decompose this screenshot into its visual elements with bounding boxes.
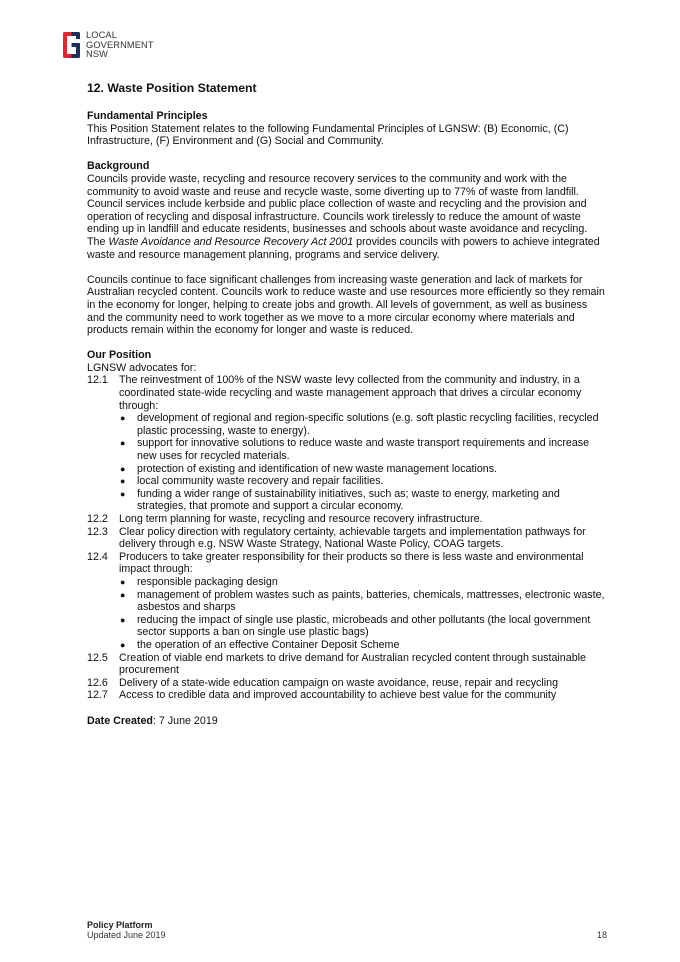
position-item-text: Delivery of a state-wide education campaign on waste avoidance, reuse, repair and recycling <box>119 676 559 689</box>
position-heading: Our Position <box>87 349 152 362</box>
position-item-text: Long term planning for waste, recycling and resource recovery infrastructure. <box>119 513 483 525</box>
bullet-text: local community waste recovery and repair facilities. <box>137 475 384 488</box>
fundamental-text: This Position Statement relates to the following Fundamental Principles of LGNSW: (B) Economic, (C) Infrastructure, (F) Environment and (G) Social and Community. <box>87 122 569 148</box>
date-value: : 7 June 2019 <box>152 714 218 727</box>
bullet-text: funding a wider range of sustainability initiatives, such as; waste to energy, marketing and strategies, that promote and support a circular economy. <box>137 487 560 513</box>
bullet-item <box>119 463 607 476</box>
background-heading: Background <box>87 160 150 173</box>
page-title: 12. Waste Position Statement <box>87 81 257 95</box>
position-item-text: Creation of viable end markets to drive demand for Australian recycled content through sustainable procurement <box>119 651 586 677</box>
position-item-number: 12.4 <box>87 550 108 563</box>
page-number: 18 <box>596 930 607 940</box>
bullet-icon: ● <box>120 413 126 424</box>
bullet-item <box>119 576 607 589</box>
position-item <box>87 513 607 526</box>
position-item-text: The reinvestment of 100% of the NSW waste levy collected from the community and industry, in a coordinated state-wide recycling and waste management approach that drives a circular economy through: <box>119 374 582 412</box>
date-label: Date Created <box>87 714 153 727</box>
position-item <box>87 677 607 690</box>
position-item <box>87 652 607 677</box>
position-item-number: 12.1 <box>87 374 108 387</box>
position-item-number: 12.5 <box>87 651 108 664</box>
position-item-number: 12.6 <box>87 676 108 689</box>
position-item-text: Access to credible data and improved accountability to achieve best value for the community <box>119 689 557 702</box>
position-item-number: 12.3 <box>87 525 108 538</box>
bullet-item <box>119 437 607 462</box>
logo-wordmark <box>86 31 154 60</box>
bullet-icon: ● <box>120 614 126 625</box>
bullet-text: development of regional and region-specific solutions (e.g. soft plastic recycling facilities, recycled plastic processing, waste to energy). <box>137 412 599 437</box>
bullet-text: the operation of an effective Container Deposit Scheme <box>137 638 400 651</box>
lgnsw-logo <box>62 31 154 60</box>
date-created <box>87 715 607 728</box>
position-item <box>87 689 607 702</box>
bullet-item <box>119 488 607 513</box>
position-item-text: Producers to take greater responsibility for their products so there is less waste and environmental impact through: <box>119 550 584 576</box>
position-item <box>87 374 607 513</box>
bullet-icon: ● <box>120 476 126 487</box>
position-item-text: Clear policy direction with regulatory certainty, achievable targets and implementation pathways for delivery through e.g. NSW Waste Strategy, National Waste Policy, COAG targets. <box>119 525 586 551</box>
footer-title: Policy Platform <box>87 920 153 930</box>
bullet-text: reducing the impact of single use plastic, microbeads and other pollutants (the local government sector supports a ban on single use plastic bags) <box>137 613 591 639</box>
position-item-number: 12.7 <box>87 689 108 702</box>
bullet-icon: ● <box>120 576 126 587</box>
footer-updated: Updated June 2019 <box>87 930 166 940</box>
bullet-text: responsible packaging design <box>137 575 278 588</box>
position-item-number: 12.2 <box>87 513 108 525</box>
bullet-item <box>119 475 607 488</box>
bullet-item <box>119 589 607 614</box>
bullet-text: support for innovative solutions to reduce waste and waste transport requirements and increase new uses for recycled materials. <box>137 437 590 463</box>
position-item <box>87 526 607 551</box>
bullet-icon: ● <box>120 463 126 474</box>
logo-line: NSW <box>86 49 108 60</box>
main-content <box>87 81 607 727</box>
position-list <box>87 374 607 701</box>
bullet-text: protection of existing and identification of new waste management locations. <box>137 462 498 475</box>
bullet-icon: ● <box>120 589 126 600</box>
bullet-icon: ● <box>120 488 126 499</box>
background-paragraph-2: Councils continue to face significant challenges from increasing waste generation and lack of markets for Australian recycled content. Councils work to reduce waste and use resources more efficiently so they remain in the economy for longer, helping to create jobs and growth. All levels of government, as well as business and the community need to work together as we move to a more circular economy where materials and products remain within the economy for longer and waste is reduced. <box>87 273 605 337</box>
background-paragraph-1: Councils provide waste, recycling and resource recovery services to the community and work with the community to avoid waste and reuse and recycle waste, some diverting up to 77% of waste from landfill. Council services include kerbside and public place collection of waste and recycling and the provision and operation of recycling and disposal infrastructure. Councils work tirelessly to reduce the amount of waste ending up in landfill and educate residents, businesses and schools about waste avoidance and recycling. The Waste Avoidance and Resource Recovery Act 2001 provides councils with powers to achieve integrated waste and resource management planning, programs and service delivery. <box>87 172 600 261</box>
bullet-icon: ● <box>120 438 126 449</box>
position-intro: LGNSW advocates for: <box>87 361 197 374</box>
lgnsw-logo-icon <box>62 31 81 59</box>
logo-line: LOCAL <box>86 30 117 40</box>
bullet-item <box>119 412 607 437</box>
bullet-list <box>119 412 607 513</box>
bullet-text: management of problem wastes such as paints, batteries, chemicals, mattresses, electronic waste, asbestos and sharps <box>137 588 605 614</box>
position-item <box>87 551 607 652</box>
bullet-list <box>119 576 607 652</box>
bullet-icon: ● <box>120 639 126 650</box>
logo-line: GOVERNMENT <box>86 39 154 50</box>
bullet-item <box>119 639 607 652</box>
fundamental-heading: Fundamental Principles <box>87 110 208 122</box>
bullet-item <box>119 614 607 639</box>
page-footer <box>87 920 607 940</box>
act-title: Waste Avoidance and Resource Recovery Act 2001 <box>108 235 354 248</box>
